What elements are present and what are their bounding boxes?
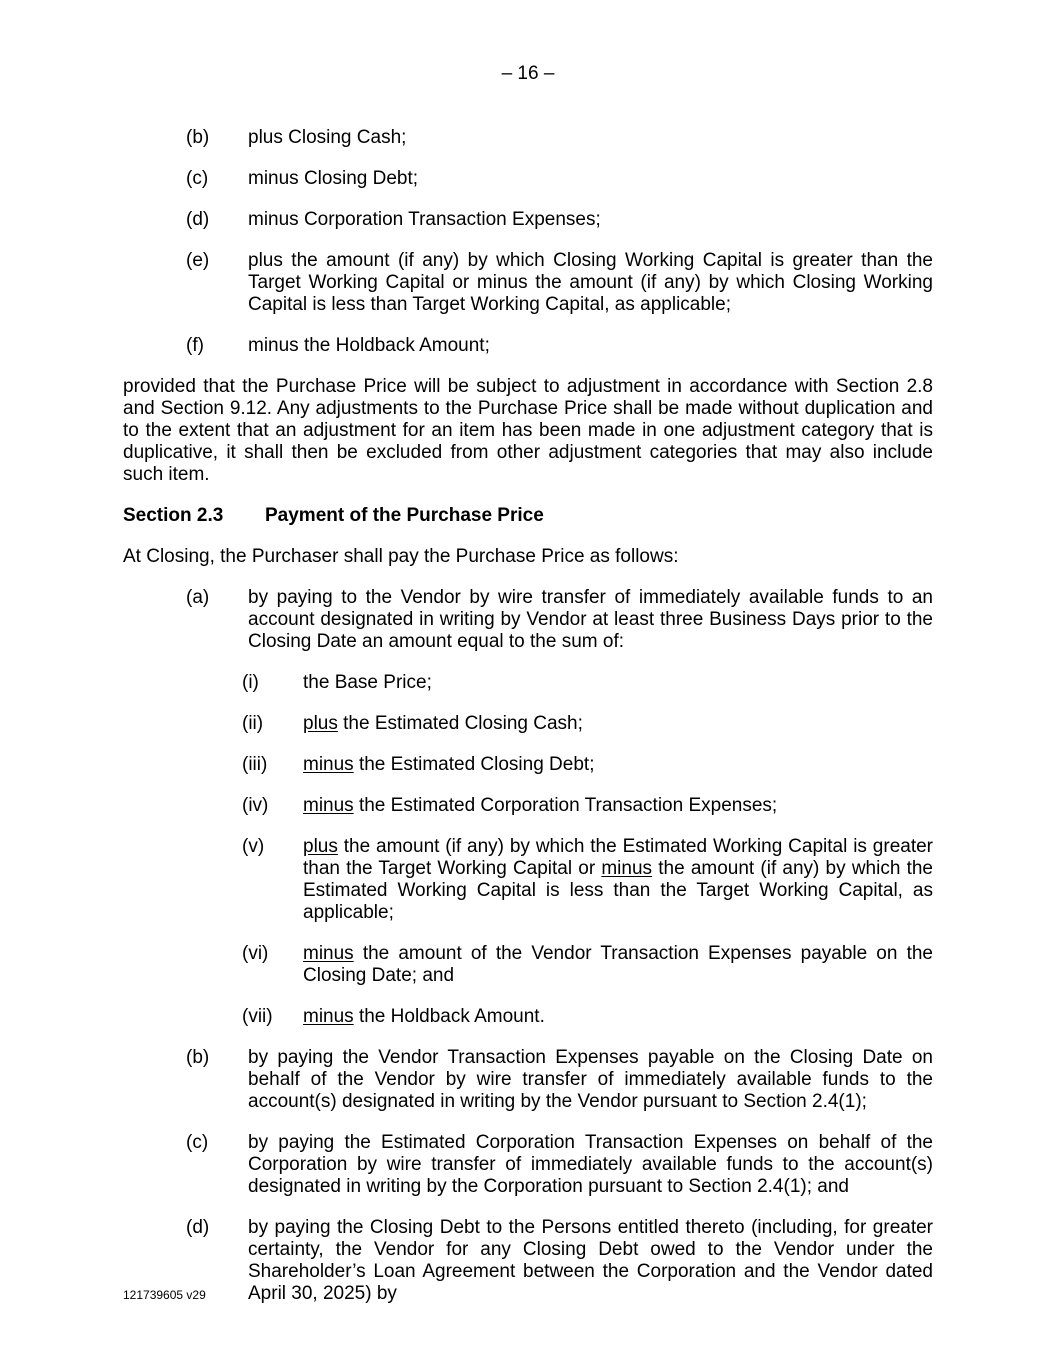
list-item [123,836,933,924]
section-heading [123,505,933,527]
item-label: (b) [186,1047,210,1068]
payment-list [123,587,933,1305]
item-label: (iv) [242,795,269,816]
intro-paragraph: At Closing, the Purchaser shall pay the Purchase Price as follows: [123,546,679,567]
item-text: plus the Estimated Closing Cash; [303,713,583,734]
item-text: by paying to the Vendor by wire transfer of immediately available funds to an account designated in writing by Vendor at least three Business Days prior to the Closing Date an amount equal to the sum of: [248,587,933,652]
item-text: by paying the Vendor Transaction Expenses payable on the Closing Date on behalf of the Vendor by wire transfer of immediately available funds to the account(s) designated in writing by the Vendor pursuant to Section 2.4(1); [248,1047,933,1112]
list-item [123,672,933,694]
continuation-list [123,127,933,357]
item-text: plus the amount (if any) by which the Estimated Working Capital is greater than the Target Working Capital or minus the amount (if any) by which the Estimated Working Capital is less than the Target Working Capital, as applicable; [303,836,933,923]
list-item [123,1132,933,1198]
item-label: (d) [186,1217,210,1238]
list-item [123,1006,933,1028]
list-item [123,795,933,817]
footer-doc-id: 121739605 v29 [123,1288,206,1302]
list-item [123,943,933,987]
list-item [123,754,933,776]
section-number: Section 2.3 [123,505,224,526]
item-text: minus the Estimated Closing Debt; [303,754,595,775]
item-text: minus the Holdback Amount; [248,335,490,356]
item-label: (d) [186,209,210,230]
sub-list [123,672,933,1028]
item-label: (a) [186,587,210,608]
item-text: by paying the Closing Debt to the Persons entitled thereto (including, for greater certainty, the Vendor for any Closing Debt owed to the Vendor under the Shareholder’s Loan Agreement between the Corporation and the Vendor dated April 30, 2025) by [248,1217,933,1304]
list-item [123,335,933,357]
list-item [123,1047,933,1113]
proviso-paragraph: provided that the Purchase Price will be subject to adjustment in accordance with Section 2.8 and Section 9.12. Any adjustments to the Purchase Price shall be made without duplication and to the extent that an adjustment for an item has been made in one adjustment category that is duplicative, it shall then be excluded from other adjustment categories that may also include such item. [123,376,933,485]
item-label: (b) [186,127,210,148]
item-label: (v) [242,836,265,857]
item-text: plus Closing Cash; [248,127,407,148]
list-item [123,587,933,653]
item-text: minus Corporation Transaction Expenses; [248,209,601,230]
item-text: the Base Price; [303,672,432,693]
list-item [123,1217,933,1305]
item-label: (iii) [242,754,268,775]
item-text: by paying the Estimated Corporation Transaction Expenses on behalf of the Corporation by wire transfer of immediately available funds to the account(s) designated in writing by the Corporation pursuant to Section 2.4(1); and [248,1132,933,1197]
list-item [123,168,933,190]
section-title: Payment of the Purchase Price [265,505,544,526]
page-number: – 16 – [501,63,555,84]
item-text: minus the Holdback Amount. [303,1006,545,1027]
item-text: minus the Estimated Corporation Transaction Expenses; [303,795,778,816]
item-label: (i) [242,672,259,693]
item-label: (c) [186,168,209,189]
list-item [123,209,933,231]
list-item [123,713,933,735]
item-label: (vi) [242,943,269,964]
list-item [123,250,933,316]
item-label: (ii) [242,713,264,734]
item-text: plus the amount (if any) by which Closing Working Capital is greater than the Target Working Capital or minus the amount (if any) by which Closing Working Capital is less than Target Working Capital, as applicable; [248,250,933,315]
item-label: (f) [186,335,204,356]
item-label: (vii) [242,1006,273,1027]
item-text: minus Closing Debt; [248,168,419,189]
list-item [123,127,933,149]
item-label: (e) [186,250,210,271]
item-label: (c) [186,1132,209,1153]
item-text: minus the amount of the Vendor Transaction Expenses payable on the Closing Date; and [303,943,933,986]
